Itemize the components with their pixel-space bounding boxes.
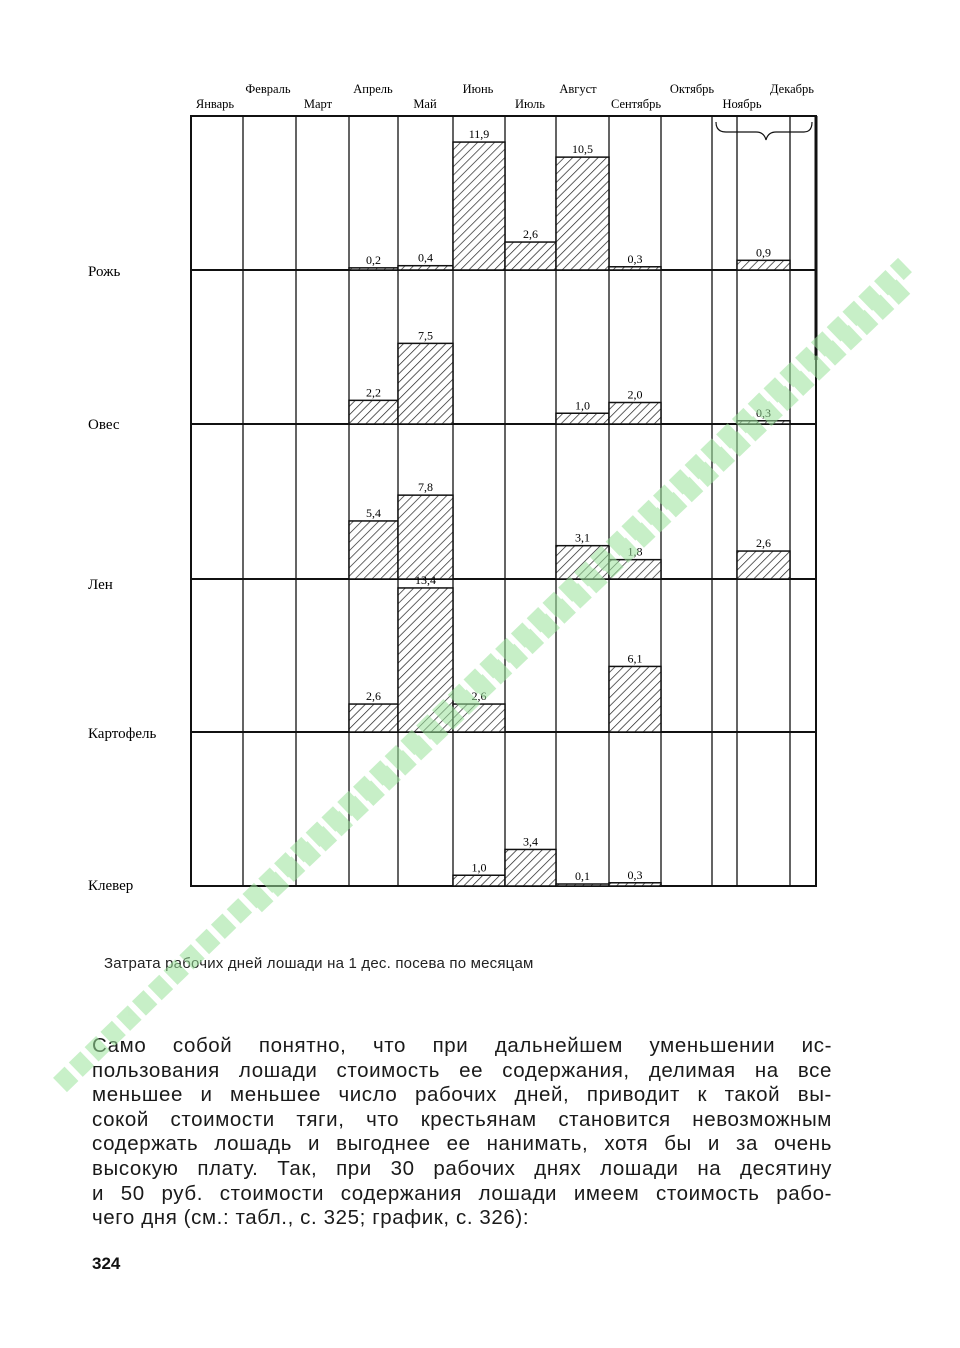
bar [453, 704, 505, 732]
bar [349, 400, 398, 424]
bar-value-label: 0,4 [418, 250, 433, 265]
bar-value-label: 10,5 [572, 142, 593, 157]
bar-value-label: 7,5 [418, 328, 433, 343]
month-label: Январь [195, 97, 235, 111]
bar-value-label: 3,4 [523, 834, 538, 849]
body-line: содержать лошадь и выгоднее ее нанимать, хотя бы и за очень [92, 1132, 832, 1156]
body-paragraph [92, 1034, 832, 1231]
crop-label: Овес [88, 417, 120, 433]
page-number: 324 [92, 1254, 121, 1273]
bar [737, 551, 790, 579]
bar-value-label: 1,8 [627, 544, 643, 559]
bar-value-label: 0,3 [756, 405, 771, 420]
body-line: пользования лошади стоимость ее содержания, делимая на все [92, 1058, 832, 1082]
bar [609, 560, 661, 579]
body-line: сокой стоимости тяги, что крестьянам становится невозможным [92, 1107, 832, 1131]
bar [398, 495, 453, 579]
body-line: и 50 руб. стоимости содержания лошади имеем стоимость рабо- [92, 1181, 832, 1205]
bar-value-label: 0,3 [627, 251, 643, 266]
bar [609, 666, 661, 732]
bar [349, 704, 398, 732]
bar-value-label: 11,9 [468, 127, 490, 142]
bar [349, 268, 398, 270]
bar [609, 403, 661, 425]
bar-value-label: 13,4 [415, 572, 436, 587]
bar-value-label: 0,3 [627, 867, 643, 882]
month-label: Май [413, 97, 437, 111]
brace-mark [716, 122, 812, 140]
month-label: Сентябрь [610, 97, 662, 111]
crop-label: Картофель [88, 726, 157, 742]
month-label: Октябрь [669, 82, 715, 96]
bar-value-label: 1,0 [471, 860, 487, 875]
bar [505, 242, 556, 270]
bar-value-label: 1,0 [575, 398, 590, 413]
bar [398, 343, 453, 424]
bar-value-label: 7,8 [418, 480, 433, 495]
bar-value-label: 3,1 [575, 530, 590, 545]
body-line: высокую плату. Так, при 30 рабочих днях лошади на десятину [92, 1156, 832, 1180]
body-line: меньшее и меньшее число рабочих дней, приводит к такой вы- [92, 1083, 832, 1107]
bar [556, 546, 609, 579]
bar [609, 883, 661, 886]
crop-label: Рожь [88, 264, 121, 280]
bar-value-label: 2,6 [523, 227, 538, 242]
month-label: Август [559, 82, 597, 96]
month-label: Июль [515, 97, 545, 111]
body-line: чего дня (см.: табл., с. 325; график, с. 326): [92, 1206, 530, 1230]
bar [349, 521, 398, 579]
bar-value-label: 2,2 [366, 385, 381, 400]
chart-bars [349, 142, 790, 886]
bar [737, 260, 790, 270]
month-label: Февраль [245, 82, 291, 96]
bar-value-label: 2,6 [366, 689, 381, 704]
bar-value-label: 2,6 [756, 536, 771, 551]
crop-label: Клевер [88, 878, 134, 894]
bar-value-label: 2,6 [471, 689, 487, 704]
month-label: Март [303, 97, 333, 111]
body-line: Само собой понятно, что при дальнейшем уменьшении ис- [92, 1034, 832, 1057]
bar [556, 413, 609, 424]
bar [505, 849, 556, 886]
bar-value-label: 5,4 [366, 505, 381, 520]
bar [737, 421, 790, 424]
bar [609, 267, 661, 270]
bar [398, 266, 453, 270]
bar-value-label: 0,2 [366, 252, 381, 267]
bar [556, 157, 609, 270]
bar [398, 588, 453, 732]
bar [556, 884, 609, 886]
bar-value-label: 0,1 [575, 869, 590, 883]
figure-caption: Затрата рабочих дней лошади на 1 дес. посева по месяцам [104, 955, 534, 972]
crop-label: Лен [88, 577, 113, 593]
month-label: Апрель [353, 82, 393, 96]
bar [453, 875, 505, 886]
bar [453, 142, 505, 270]
bar-value-label: 2,0 [627, 387, 643, 402]
month-label: Июнь [462, 82, 494, 96]
month-label: Декабрь [770, 82, 814, 96]
chart-labels [88, 82, 814, 894]
bar-value-label: 0,9 [756, 245, 771, 260]
bar-value-label: 6,1 [627, 651, 643, 666]
month-label: Ноябрь [722, 97, 762, 111]
